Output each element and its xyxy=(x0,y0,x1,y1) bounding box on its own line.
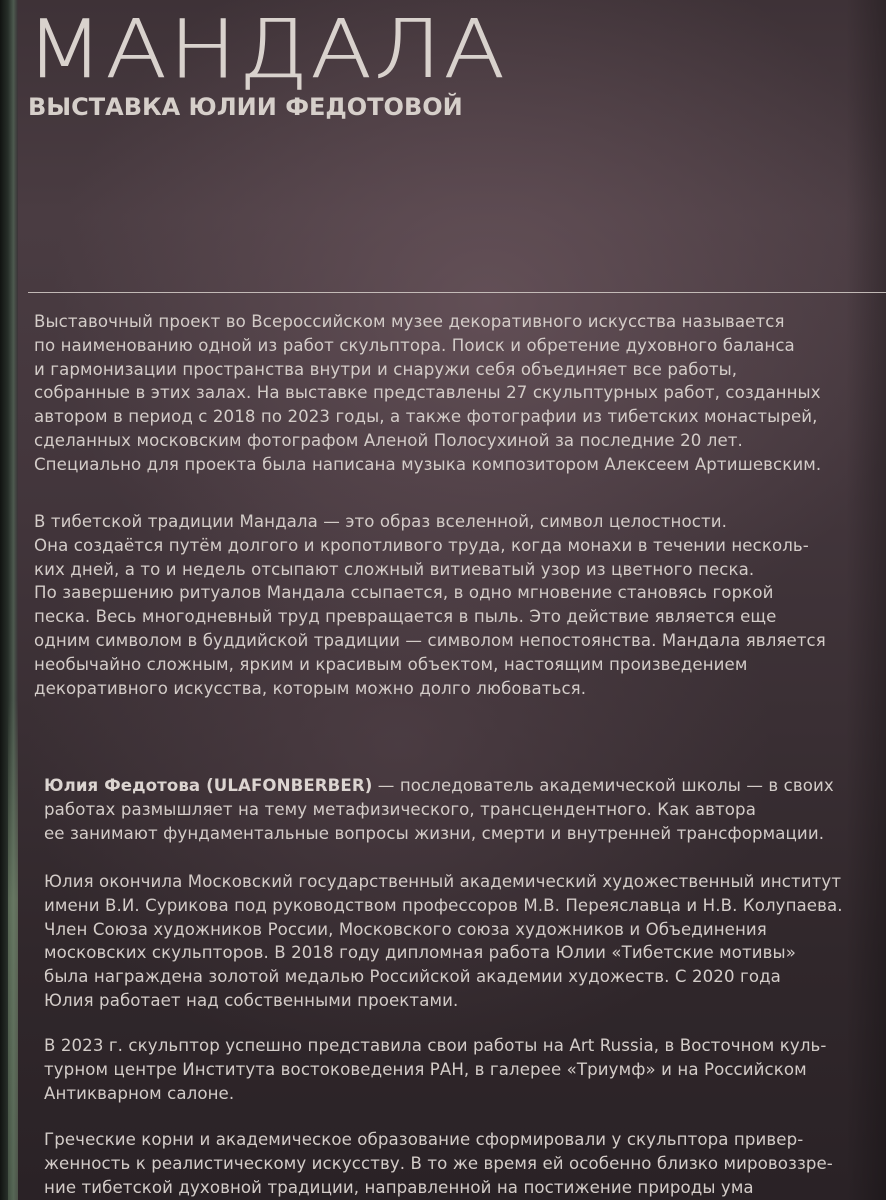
artist-intro-text: — последователь академической школы — в своих работах размышляет на тему метафизического, трансцендентного. Как автора ее занимают фундаментальные вопросы жизни, смерти и внутренней трансформации. xyxy=(44,776,834,843)
title-divider xyxy=(28,292,886,293)
intro-paragraph: Выставочный проект во Всероссийском музее декоративного искусства называется по наименованию одной из работ скульптора. Поиск и обретение духовного баланса и гармонизации пространства внутри и снаружи себя объединяет все работы, собранные в этих залах. На выставке представлены 27 скульптурных работ, созданных автором в период с 2018 по 2023 годы, а также фотографии из тибетских монастырей, сделанных московским фотографом Аленой Полосухиной за последние 20 лет. Специально для проекта была написана музыка композитором Алексеем Артишевским. xyxy=(34,312,822,474)
exhibition-subtitle: ВЫСТАВКА ЮЛИИ ФЕДОТОВОЙ xyxy=(28,93,463,121)
roots-paragraph: Греческие корни и академическое образование сформировали у скульптора привер- женность к реалистическому искусству. В то же время ей особенно близко мировоззре- ние тибетской духовной традиции, направленной на постижение природы ума xyxy=(44,1130,833,1197)
mandala-paragraph: В тибетской традиции Мандала — это образ вселенной, символ целостности. Она создаётся путём долгого и кропотливого труда, когда монахи в течении несколь- ких дней, а то и недель отсыпают сложный витиеватый узор из цветного песка. По завершению ритуалов Мандала ссыпается, в одно мгновение становясь горкой песка. Весь многодневный труд превращается в пыль. Это действие является еще одним символом в буддийской традиции — символом непостоянства. Мандала является необычайно сложным, ярким и красивым объектом, настоящим произведением декоративного искусства, которым можно долго любоваться. xyxy=(34,512,826,698)
artist-paragraph xyxy=(44,774,874,845)
artist-name: Юлия Федотова (ULAFONBERBER) xyxy=(44,776,373,795)
exhibitions-paragraph: В 2023 г. скульптор успешно представила свои работы на Art Russia, в Восточном куль- турном центре Института востоковедения РАН, в галерее «Триумф» и на Российском Антикварном салоне. xyxy=(44,1036,827,1103)
wall-edge xyxy=(0,0,18,1200)
exhibition-title: МАНДАЛА xyxy=(26,3,508,96)
education-paragraph: Юлия окончила Московский государственный академический художественный институт имени В.И. Сурикова под руководством профессоров М.В. Переяславца и Н.В. Колупаева. Член Союза художников России, Московского союза художников и Объединения московских скульпторов. В 2018 году дипломная работа Юлии «Тибетские мотивы» была награждена золотой медалью Российской академии художеств. С 2020 года Юлия работает над собственными проектами. xyxy=(44,872,843,1010)
